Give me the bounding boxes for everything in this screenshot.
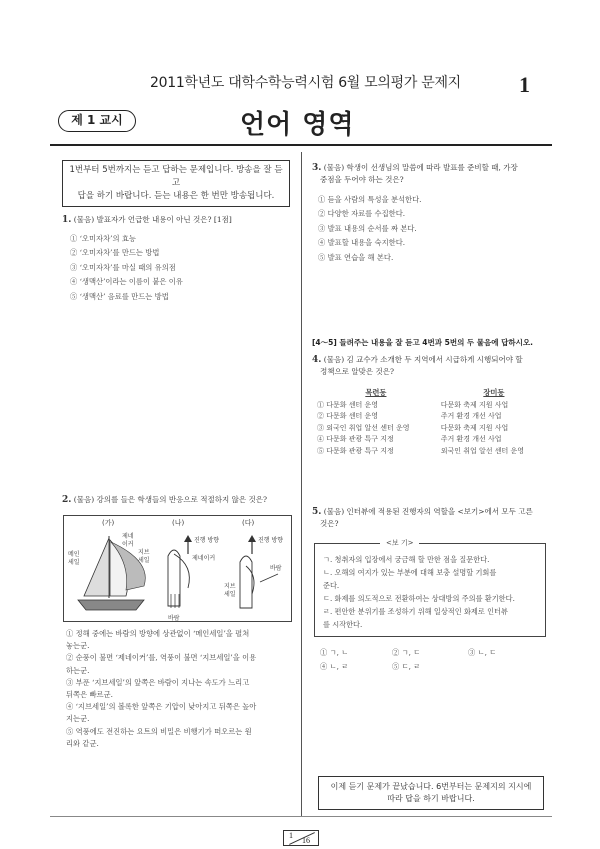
option-cont: 지는군. xyxy=(66,714,90,724)
table-cell: 다문화 축제 지원 사업 xyxy=(440,423,509,432)
hull-shape xyxy=(78,600,144,610)
listening-notice xyxy=(62,160,290,207)
table-cell: ④ 다문화 관광 특구 지정 xyxy=(317,435,394,444)
q5-option-3[interactable]: ③ ㄴ, ㄷ xyxy=(468,648,497,657)
end-listening-notice xyxy=(318,776,544,810)
question-range-instruction: [4～5] 들려주는 내용을 잘 듣고 4번과 5번의 두 물음에 답하시오. xyxy=(312,338,533,347)
label-jenny: 제네 xyxy=(122,533,134,540)
bogi-item: 를 시작한다. xyxy=(323,620,363,629)
question-stem: (물음) 학생이 선생님의 말씀에 따라 발표를 준비할 때, 가장 xyxy=(323,163,518,172)
table-row[interactable] xyxy=(314,422,550,434)
q1-options xyxy=(70,232,294,304)
column-header: 장미동 xyxy=(483,388,505,397)
option[interactable]: ④ ‘생맥산’이라는 이름이 붙은 이유 xyxy=(70,277,183,287)
table-row[interactable] xyxy=(314,445,550,457)
page-number: 1 xyxy=(519,72,530,97)
table-row[interactable] xyxy=(314,411,550,423)
footer-rule xyxy=(50,816,552,817)
table-cell: ① 다문화 센터 운영 xyxy=(317,400,379,409)
option[interactable]: ① 듣을 사람의 특성을 분석한다. xyxy=(318,195,422,204)
notice-line: 따라 답을 하기 바랍니다. xyxy=(387,794,475,803)
sailboat-diagram xyxy=(64,516,293,623)
table-cell: 외국인 취업 알선 센터 운영 xyxy=(440,446,525,455)
q5-option-5[interactable]: ⑤ ㄷ, ㄹ xyxy=(392,662,421,671)
question-stem: (물음) 인터뷰에 적용된 진행자의 역할을 <보기>에서 모두 고른 xyxy=(323,507,533,516)
question-4 xyxy=(312,354,548,377)
question-3 xyxy=(312,162,548,185)
option-cont: 리와 같군. xyxy=(66,738,99,748)
total-pages: 16 xyxy=(302,836,310,845)
table-cell: ⑤ 다문화 관광 특구 지정 xyxy=(317,446,394,455)
jib-top-view xyxy=(246,566,254,594)
bogi-item: ㄷ. 화제를 의도적으로 전환하여는 상대방의 주의를 환기한다. xyxy=(323,594,515,603)
q2-options xyxy=(66,628,296,750)
question-number: 3. xyxy=(312,163,322,173)
question-number: 2. xyxy=(62,495,72,505)
table-cell: 주거 환경 개선 사업 xyxy=(440,435,502,444)
fig-label-a: (가) xyxy=(102,519,115,527)
option[interactable]: ⑤ ‘생맥산’ 음료를 만드는 방법 xyxy=(70,291,169,301)
table-row[interactable] xyxy=(314,399,550,411)
notice-line: 1번부터 5번까지는 듣고 답하는 문제입니다. 방송을 잘 듣고 xyxy=(69,165,283,188)
option[interactable]: ① 정해 중에는 바람의 방향에 상관없이 ‘메인세일’을 펼쳐 xyxy=(66,629,250,638)
q5-option-1[interactable]: ① ㄱ, ㄴ xyxy=(320,648,349,657)
option-cont: 뒤쪽은 빠르군. xyxy=(66,690,113,700)
bogi-item: ㄴ. 오해의 여지가 있는 부분에 대해 보충 설명할 기회를 xyxy=(323,568,497,577)
bogi-box xyxy=(314,543,546,637)
q4-options-table xyxy=(314,387,550,457)
bogi-label: <보 기> xyxy=(380,538,419,548)
label-jib-top: 지브 xyxy=(224,583,236,590)
question-stem-cont: 것은? xyxy=(320,519,339,528)
label-jenny-2: 이커 xyxy=(122,541,134,548)
label-jib-top-2: 세일 xyxy=(224,591,236,598)
question-2 xyxy=(62,494,294,506)
label-jib-2: 세일 xyxy=(138,557,150,564)
option[interactable]: ② ‘오미자차’를 만드는 방법 xyxy=(70,248,160,258)
notice-line: 답을 하기 바랍니다. 듣는 내용은 한 번만 방송됩니다. xyxy=(77,191,275,201)
exam-title: 2011학년도 대학수학능력시험 6월 모의평가 문제지 xyxy=(150,75,461,91)
table-cell: 주거 환경 개선 사업 xyxy=(440,412,502,421)
question-number: 1. xyxy=(62,215,72,225)
table-cell: ③ 외국인 취업 알선 센터 운영 xyxy=(317,423,410,432)
table-row[interactable] xyxy=(314,434,550,446)
bogi-item: 준다. xyxy=(323,581,340,590)
label-main-sail-2: 세일 xyxy=(68,559,80,566)
option[interactable]: ② 순풍이 불면 ‘제네이커’를, 역풍이 불면 ‘지브세일’을 이용 xyxy=(66,653,257,663)
option[interactable]: ② 다양한 자료를 수집한다. xyxy=(318,209,406,219)
option[interactable]: ③ 부푼 ‘지브세일’의 앞쪽은 바람이 지나는 속도가 느리고 xyxy=(66,677,250,687)
option[interactable]: ⑤ 발표 연습을 해 본다. xyxy=(318,252,394,262)
subject-title: 언어 영역 xyxy=(240,110,355,140)
column-header: 목련동 xyxy=(365,388,387,397)
page-indicator xyxy=(283,830,319,846)
session-badge: 제 1 교시 xyxy=(58,110,136,132)
column-divider xyxy=(301,152,302,816)
question-stem: (물음) 강의를 들은 학생들의 반응으로 적절하지 않은 것은? xyxy=(73,495,267,504)
label-jib: 지브 xyxy=(138,549,150,556)
fig-label-c: (다) xyxy=(242,519,255,527)
q5-option-2[interactable]: ② ㄱ, ㄷ xyxy=(392,648,421,657)
arrow-head-icon xyxy=(248,535,256,542)
question-5 xyxy=(312,506,548,529)
question-number: 5. xyxy=(312,507,322,517)
option[interactable]: ① ‘오미자차’의 효능 xyxy=(70,234,136,243)
bogi-item: ㄱ. 청취자의 입장에서 궁금해 할 만한 점을 질문한다. xyxy=(323,555,490,564)
wind-arrow-2 xyxy=(260,574,278,582)
option[interactable]: ④ ‘지브세일’의 볼록한 앞쪽은 기압이 낮아지고 뒤쪽은 높아 xyxy=(66,702,257,712)
table-cell: ② 다문화 센터 운영 xyxy=(317,412,379,421)
label-wind: 바람 xyxy=(168,615,180,622)
question-stem: (물음) 발표자가 언급한 내용이 아닌 것은? [1점] xyxy=(73,215,232,224)
notice-line: 이제 듣기 문제가 끝났습니다. 6번부터는 문제지의 지시에 xyxy=(330,782,532,791)
header-rule xyxy=(50,144,552,146)
question-stem-cont: 중점을 두어야 하는 것은? xyxy=(320,175,404,184)
boat-top-view xyxy=(168,550,180,606)
option-cont: 하는군. xyxy=(66,665,90,675)
option[interactable]: ⑤ 역풍에도 전진하는 요트의 비밀은 비행기가 떠오르는 원 xyxy=(66,726,252,736)
boat-top-view-2 xyxy=(240,556,252,608)
question-stem-cont: 정책으로 알맞은 것은? xyxy=(320,367,394,376)
question-1 xyxy=(62,214,294,226)
option-cont: 놓는군. xyxy=(66,641,90,651)
main-sail-shape xyxy=(84,538,109,596)
jenny-top-view xyxy=(174,554,189,588)
q5-option-4[interactable]: ④ ㄴ, ㄹ xyxy=(320,662,349,671)
bogi-item: ㄹ. 편안한 분위기를 조성하기 위해 일상적인 화제로 인터뷰 xyxy=(323,607,508,616)
label-main-sail: 메인 xyxy=(68,551,80,558)
arrow-head-icon xyxy=(184,535,192,542)
label-direction-2: 진행 방향 xyxy=(258,537,284,544)
option[interactable]: ③ ‘오미자차’를 마실 때의 유의점 xyxy=(70,262,176,272)
question-stem: (물음) 김 교수가 소개한 두 지역에서 시급하게 시행되어야 할 xyxy=(323,355,523,364)
label-jenny-top: 제네이커 xyxy=(192,555,216,562)
sailboat-figure xyxy=(63,515,292,622)
option[interactable]: ③ 발표 내용의 순서를 짜 본다. xyxy=(318,223,417,233)
label-direction: 진행 방향 xyxy=(194,537,220,544)
table-cell: 다문화 축제 지원 사업 xyxy=(440,400,509,409)
fig-label-b: (나) xyxy=(172,519,185,527)
q3-options xyxy=(318,193,546,265)
option[interactable]: ④ 발표할 내용을 숙지한다. xyxy=(318,238,406,248)
question-number: 4. xyxy=(312,355,322,365)
current-page: 1 xyxy=(289,831,293,840)
label-wind-2: 바람 xyxy=(270,565,282,572)
